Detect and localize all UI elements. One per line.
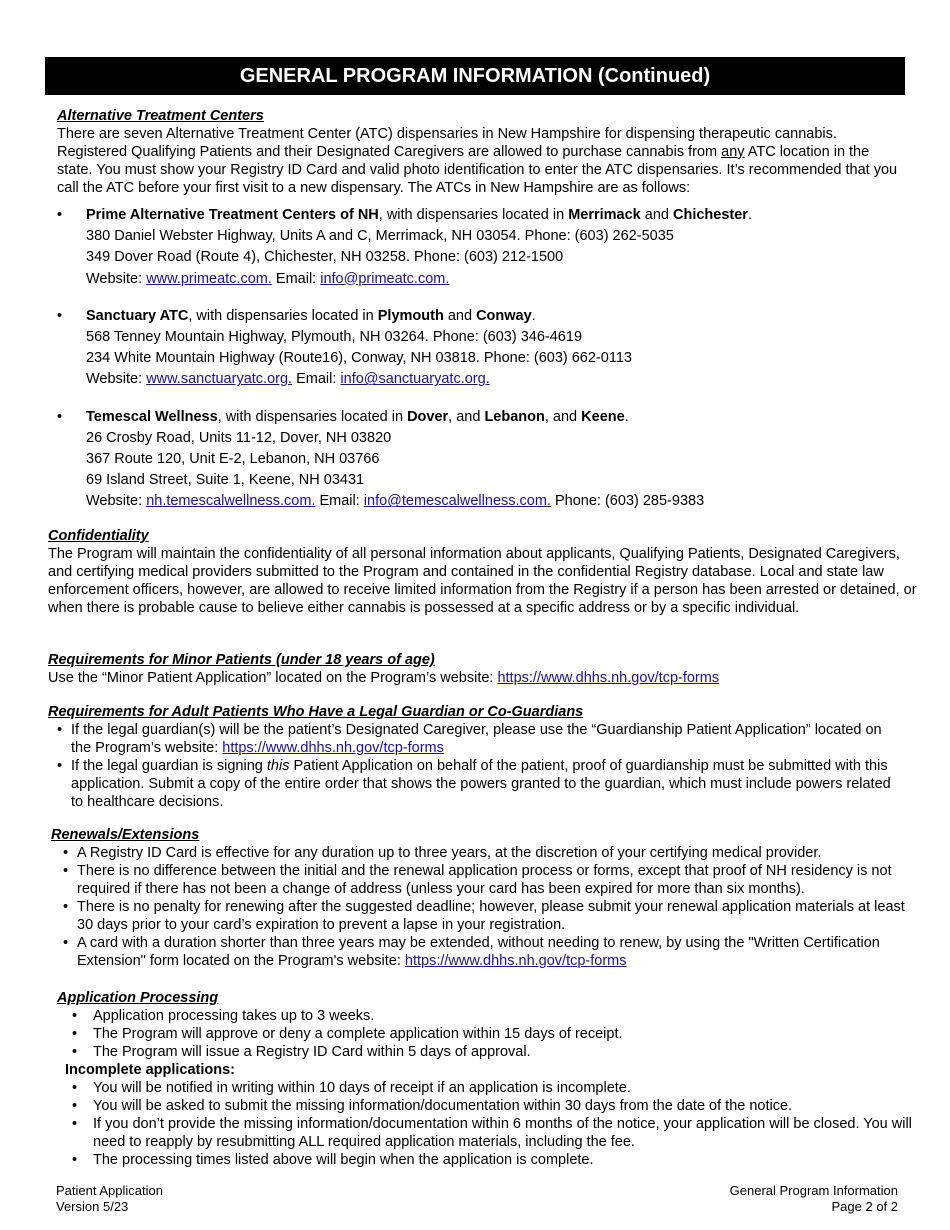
incomplete-item: • You will be asked to submit the missing information/documentation within 30 days from the date of the notice.: [65, 1097, 915, 1115]
prime-email-link[interactable]: info@primeatc.com.: [320, 270, 450, 287]
guardian-list: [55, 721, 905, 811]
incomplete-item: • The processing times listed above will begin when the application is complete.: [65, 1151, 915, 1169]
guardian-heading: Requirements for Adult Patients Who Have a Legal Guardian or Co-Guardians: [48, 704, 584, 720]
footer-page-number: Page 2 of 2: [831, 1199, 898, 1214]
renewals-section: [0, 826, 950, 970]
temescal-website-link[interactable]: nh.temescalwellness.com.: [146, 493, 316, 510]
atc-item-temescal: • Temescal Wellness, with dispensaries located in Dover, and Lebanon, and Keene. 26 Crosby Road, Units 11-12, Dover, NH 03820 367 Route 120, Unit E-2, Lebanon, NH 03766 69 Island Street, Suite 1, Keene, NH 03431 Website: nh.temescalwellness.com. Email: info@temescalwellness.com. Phone: (603) 285-9383: [57, 407, 950, 513]
sanctuary-email-link[interactable]: info@sanctuaryatc.org.: [340, 371, 490, 388]
processing-heading: Application Processing: [57, 990, 219, 1006]
guardian-item-2: • If the legal guardian is signing this Patient Application on behalf of the patient, proof of guardianship must be submitted with this application. Submit a copy of the entire order that shows the powers granted to the guardian, which must include powers related to healthcare decisions.: [55, 757, 905, 811]
processing-item: • The Program will issue a Registry ID Card within 5 days of approval.: [65, 1043, 915, 1061]
atc-list: [57, 205, 950, 513]
minor-text: Use the “Minor Patient Application” located on the Program’s website: https://www.dhhs.nh.gov/tcp-forms: [48, 670, 720, 686]
atc-item-sanctuary: • Sanctuary ATC, with dispensaries located in Plymouth and Conway. 568 Tenney Mountain Highway, Plymouth, NH 03264. Phone: (603) 346-4619 234 White Mountain Highway (Route16), Conway, NH 03818. Phone: (603) 662-0113 Website: www.sanctuaryatc.org. Email: info@sanctuaryatc.org.: [57, 306, 950, 391]
guardian-section: [0, 703, 950, 811]
guardian-forms-link[interactable]: https://www.dhhs.nh.gov/tcp-forms: [222, 740, 444, 756]
atc-section: [0, 107, 950, 513]
footer-doc-name: Patient Application: [56, 1183, 163, 1198]
guardian-item-1: • If the legal guardian(s) will be the patient’s Designated Caregiver, please use the “Guardianship Patient Application” located on the Program’s website: https://www.dhhs.nh.gov/tcp-forms: [55, 721, 905, 757]
footer-right: [730, 1183, 898, 1215]
incomplete-item: • If you don’t provide the missing information/documentation within 6 months of the notice, your application will be closed. You will need to reapply by resubmitting ALL required application materials, including the fee.: [65, 1115, 915, 1151]
footer-version: Version 5/23: [56, 1199, 129, 1214]
incomplete-list: [65, 1079, 915, 1169]
atc-intro: There are seven Alternative Treatment Center (ATC) dispensaries in New Hampshire for dispensing therapeutic cannabis. Registered Qualifying Patients and their Designated Caregivers are allowed to purchase cannabis from any ATC location in the state. You must show your Registry ID Card and valid photo identification to enter the ATC dispensaries. It’s recommended that you call the ATC before your first visit to a new dispensary. The ATCs in New Hampshire are as follows:: [57, 126, 898, 196]
processing-list: [65, 1007, 915, 1061]
processing-item: • The Program will approve or deny a complete application within 15 days of receipt.: [65, 1025, 915, 1043]
renewals-item: • There is no penalty for renewing after the suggested deadline; however, please submit your renewal application materials at least 30 days prior to your card’s expiration to prevent a lapse in your registration.: [61, 898, 911, 934]
incomplete-item: • You will be notified in writing within 10 days of receipt if an application is incomplete.: [65, 1079, 915, 1097]
temescal-email-link[interactable]: info@temescalwellness.com.: [363, 493, 551, 510]
confidentiality-section: [0, 527, 950, 617]
atc-item-prime: • Prime Alternative Treatment Centers of NH, with dispensaries located in Merrimack and Chichester. 380 Daniel Webster Highway, Units A and C, Merrimack, NH 03054. Phone: (603) 262-5035 349 Dover Road (Route 4), Chichester, NH 03258. Phone: (603) 212-1500 Website: www.primeatc.com. Email: info@primeatc.com.: [57, 205, 950, 290]
atc-heading: Alternative Treatment Centers: [57, 108, 264, 124]
renewals-item: • A card with a duration shorter than three years may be extended, without needing to renew, by using the "Written Certification Extension" form located on the Program's website: https://www.dhhs.nh.gov/tcp-forms: [61, 934, 911, 970]
renewals-item: • A Registry ID Card is effective for any duration up to three years, at the discretion of your certifying medical provider.: [61, 844, 911, 862]
processing-item: • Application processing takes up to 3 weeks.: [65, 1007, 915, 1025]
sanctuary-website-link[interactable]: www.sanctuaryatc.org.: [146, 371, 293, 388]
minor-forms-link[interactable]: https://www.dhhs.nh.gov/tcp-forms: [497, 670, 720, 686]
processing-section: [0, 989, 950, 1169]
footer-left: [56, 1183, 163, 1215]
renewals-heading: Renewals/Extensions: [51, 827, 200, 843]
renewals-forms-link[interactable]: https://www.dhhs.nh.gov/tcp-forms: [404, 953, 627, 969]
renewals-list: [61, 844, 911, 970]
confidentiality-heading: Confidentiality: [48, 528, 149, 544]
minor-section: [0, 651, 950, 687]
renewals-item: • There is no difference between the initial and the renewal application process or forms, except that proof of NH residency is not required if there has not been a change of address (unless your card has been expired for more than six months).: [61, 862, 911, 898]
incomplete-label: Incomplete applications:: [65, 1062, 235, 1078]
footer-section-name: General Program Information: [729, 1183, 898, 1198]
confidentiality-text: The Program will maintain the confidentiality of all personal information about applicants, Qualifying Patients, Designated Caregivers, and certifying medical providers submitted to the Program and contained in the confidential Registry database. Local and state law enforcement officers, however, are allowed to receive limited information from the Registry if a person has been arrested or detained, or when there is probable cause to believe either cannabis is possessed at a specific address or by a specific individual.: [48, 546, 917, 616]
prime-website-link[interactable]: www.primeatc.com.: [146, 270, 272, 287]
page-banner: GENERAL PROGRAM INFORMATION (Continued): [45, 57, 905, 95]
minor-heading: Requirements for Minor Patients (under 18 years of age): [48, 652, 435, 668]
